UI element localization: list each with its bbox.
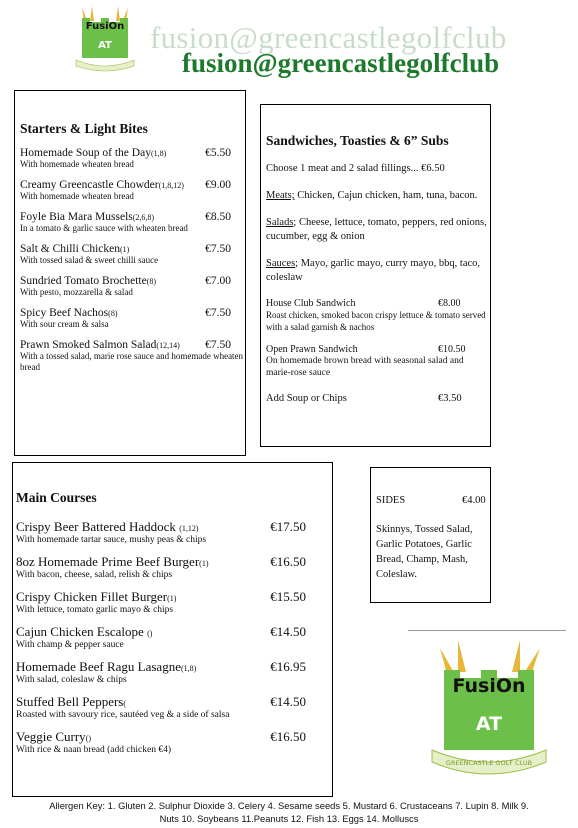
main-course-allergens: (1,12) <box>179 524 199 533</box>
main-course-price: €16.50 <box>270 729 306 744</box>
house-club-item <box>266 298 490 333</box>
fusion-at-logo-small <box>70 6 140 74</box>
fusion-at-logo-large <box>428 638 550 786</box>
starter-desc: In a tomato & garlic sauce with wheaten bread <box>20 223 188 233</box>
starter-item <box>20 179 245 202</box>
starter-price: €8.50 <box>205 211 231 223</box>
main-course-name-text: Crispy Chicken Fillet Burger <box>16 589 168 604</box>
sides-heading <box>376 495 490 506</box>
main-course-item <box>16 589 332 616</box>
main-course-item <box>16 519 332 546</box>
main-course-desc: With salad, coleslaw & chips <box>16 675 127 685</box>
salads-line <box>266 216 490 244</box>
house-club-desc: Roast chicken, smoked bacon crispy lettuce & tomato served with a salad garnish & nachos <box>266 310 486 332</box>
main-course-name-text: Stuffed Bell Peppers <box>16 694 124 709</box>
sides-box <box>370 467 491 603</box>
sauces-text: ; Mayo, garlic mayo, curry mayo, bbq, taco, coleslaw <box>266 258 481 283</box>
main-course-desc: With bacon, cheese, salad, relish & chips <box>16 570 173 580</box>
main-course-desc: With champ & pepper sauce <box>16 640 124 650</box>
main-course-price: €16.95 <box>270 659 306 674</box>
starter-allergens: (8) <box>108 309 118 318</box>
starter-name-text: Spicy Beef Nachos <box>20 307 109 319</box>
main-course-desc: With rice & naan bread (add chicken €4) <box>16 745 171 755</box>
sandwiches-box <box>260 104 491 447</box>
meats-line <box>266 189 490 203</box>
starter-item <box>20 307 245 330</box>
starter-name-text: Homemade Soup of the Day <box>20 147 151 159</box>
starter-allergens: (1,8) <box>150 149 167 158</box>
starter-price: €7.50 <box>205 243 231 255</box>
starter-allergens: (1,8,12) <box>158 181 184 190</box>
svg-text:FusiOn: FusiOn <box>85 21 125 32</box>
main-course-price: €14.50 <box>270 694 306 709</box>
sauces-line <box>266 257 490 285</box>
main-course-price: €17.50 <box>270 519 306 534</box>
main-courses-box <box>12 462 333 797</box>
main-course-allergens: (1,8) <box>180 664 197 673</box>
sandwiches-title: Sandwiches, Toasties & 6” Subs <box>266 133 449 148</box>
starter-price: €7.50 <box>205 339 231 351</box>
starter-item <box>20 147 245 170</box>
starter-desc: With pesto, mozzarella & salad <box>20 287 133 297</box>
starter-allergens: (2,6,8) <box>132 213 155 222</box>
starter-item <box>20 275 245 298</box>
starter-allergens: (1) <box>120 245 130 254</box>
starter-name-text: Foyle Bia Mara Mussels <box>20 211 133 223</box>
svg-text:FusiOn: FusiOn <box>452 675 526 697</box>
allergen-key <box>0 799 578 825</box>
email-header: fusion@greencastlegolfclub <box>182 48 500 78</box>
starters-title: Starters & Light Bites <box>20 121 148 136</box>
starter-name-text: Salt & Chilli Chicken <box>20 243 120 255</box>
main-course-desc: With lettuce, tomato garlic mayo & chips <box>16 605 174 615</box>
open-prawn-item <box>266 344 490 379</box>
mains-title: Main Courses <box>16 490 97 505</box>
open-prawn-name: Open Prawn Sandwich <box>266 344 358 355</box>
starter-name-text: Sundried Tomato Brochette <box>20 275 147 287</box>
main-course-price: €14.50 <box>270 624 306 639</box>
main-course-name-text: Homemade Beef Ragu Lasagne <box>16 659 181 674</box>
starters-box <box>14 90 246 456</box>
sides-title: SIDES <box>376 495 406 506</box>
main-course-item <box>16 729 332 756</box>
main-course-allergens: (1) <box>199 559 209 568</box>
open-prawn-desc: On homemade brown bread with seasonal salad and marie-rose sauce <box>266 356 464 378</box>
main-course-name-text: Cajun Chicken Escalope <box>16 624 148 639</box>
svg-text:AT: AT <box>98 40 112 51</box>
main-course-allergens: () <box>85 734 92 743</box>
starter-allergens: (8) <box>146 277 157 286</box>
starter-price: €9.00 <box>205 179 231 191</box>
open-prawn-price: €10.50 <box>438 344 466 355</box>
house-club-price: €8.00 <box>438 298 461 309</box>
starter-desc: With tossed salad & sweet chilli sauce <box>20 255 159 265</box>
main-course-price: €16.50 <box>270 554 306 569</box>
sandwich-intro: Choose 1 meat and 2 salad fillings... €6.50 <box>266 163 445 174</box>
starter-allergens: (12,14) <box>156 341 180 350</box>
starter-desc: With a tossed salad, marie rose sauce and homemade wheaten bread <box>20 351 244 372</box>
meats-text: Chicken, Cajun chicken, ham, tuna, bacon. <box>294 190 478 201</box>
soup-chips-name: Add Soup or Chips <box>266 393 347 404</box>
soup-chips-item <box>266 393 490 404</box>
sides-price: €4.00 <box>462 495 486 506</box>
meats-label: Meats; <box>266 190 295 201</box>
main-course-desc: With homemade tartar sauce, mushy peas & chips <box>16 535 207 545</box>
starter-price: €7.50 <box>205 307 231 319</box>
divider-line <box>408 630 566 631</box>
sides-list: Skinnys, Tossed Salad, Garlic Potatoes, Garlic Bread, Champ, Mash, Coleslaw. <box>376 524 473 580</box>
starter-name-text: Prawn Smoked Salmon Salad <box>20 339 157 351</box>
main-course-allergens: () <box>147 629 153 638</box>
main-course-item <box>16 694 332 721</box>
starter-price: €5.50 <box>205 147 231 159</box>
svg-text:GREENCASTLE GOLF CLUB: GREENCASTLE GOLF CLUB <box>445 759 533 767</box>
allergen-key-line2: Nuts 10. Soybeans 11.Peanuts 12. Fish 13. Eggs 14. Molluscs <box>159 813 419 824</box>
salads-text: ; Cheese, lettuce, tomato, peppers, red onions, cucumber, egg & onion <box>266 217 487 242</box>
sauces-label: Sauces <box>266 258 296 269</box>
main-course-desc: Roasted with savoury rice, sautéed veg & a side of salsa <box>16 710 230 720</box>
house-club-name: House Club Sandwich <box>266 298 356 309</box>
main-course-name-text: Crispy Beer Battered Haddock <box>16 519 180 534</box>
starter-desc: With homemade wheaten bread <box>20 191 134 201</box>
main-course-name-text: Veggie Curry <box>16 729 86 744</box>
email-header-ghost: fusion@greencastlegolfclub <box>150 20 507 55</box>
starter-item <box>20 339 245 373</box>
main-course-allergens: ( <box>123 699 127 708</box>
main-course-name-text: 8oz Homemade Prime Beef Burger <box>16 554 200 569</box>
main-course-item <box>16 624 332 651</box>
main-course-allergens: (1) <box>167 594 177 603</box>
main-course-item <box>16 659 332 686</box>
starter-desc: With sour cream & salsa <box>20 319 109 329</box>
starter-price: €7.00 <box>205 275 231 287</box>
main-course-price: €15.50 <box>270 589 306 604</box>
starter-desc: With homemade wheaten bread <box>20 159 134 169</box>
soup-chips-price: €3.50 <box>438 393 462 404</box>
salads-label: Salads <box>266 217 294 228</box>
main-course-item <box>16 554 332 581</box>
starter-name-text: Creamy Greencastle Chowder <box>20 179 159 191</box>
svg-text:AT: AT <box>475 713 503 735</box>
allergen-key-line1: Allergen Key: 1. Gluten 2. Sulphur Dioxide 3. Celery 4. Sesame seeds 5. Mustard 6. Crustaceans 7. Lupin 8. Milk 9. <box>49 800 529 811</box>
starter-item <box>20 243 245 266</box>
starter-item <box>20 211 245 234</box>
